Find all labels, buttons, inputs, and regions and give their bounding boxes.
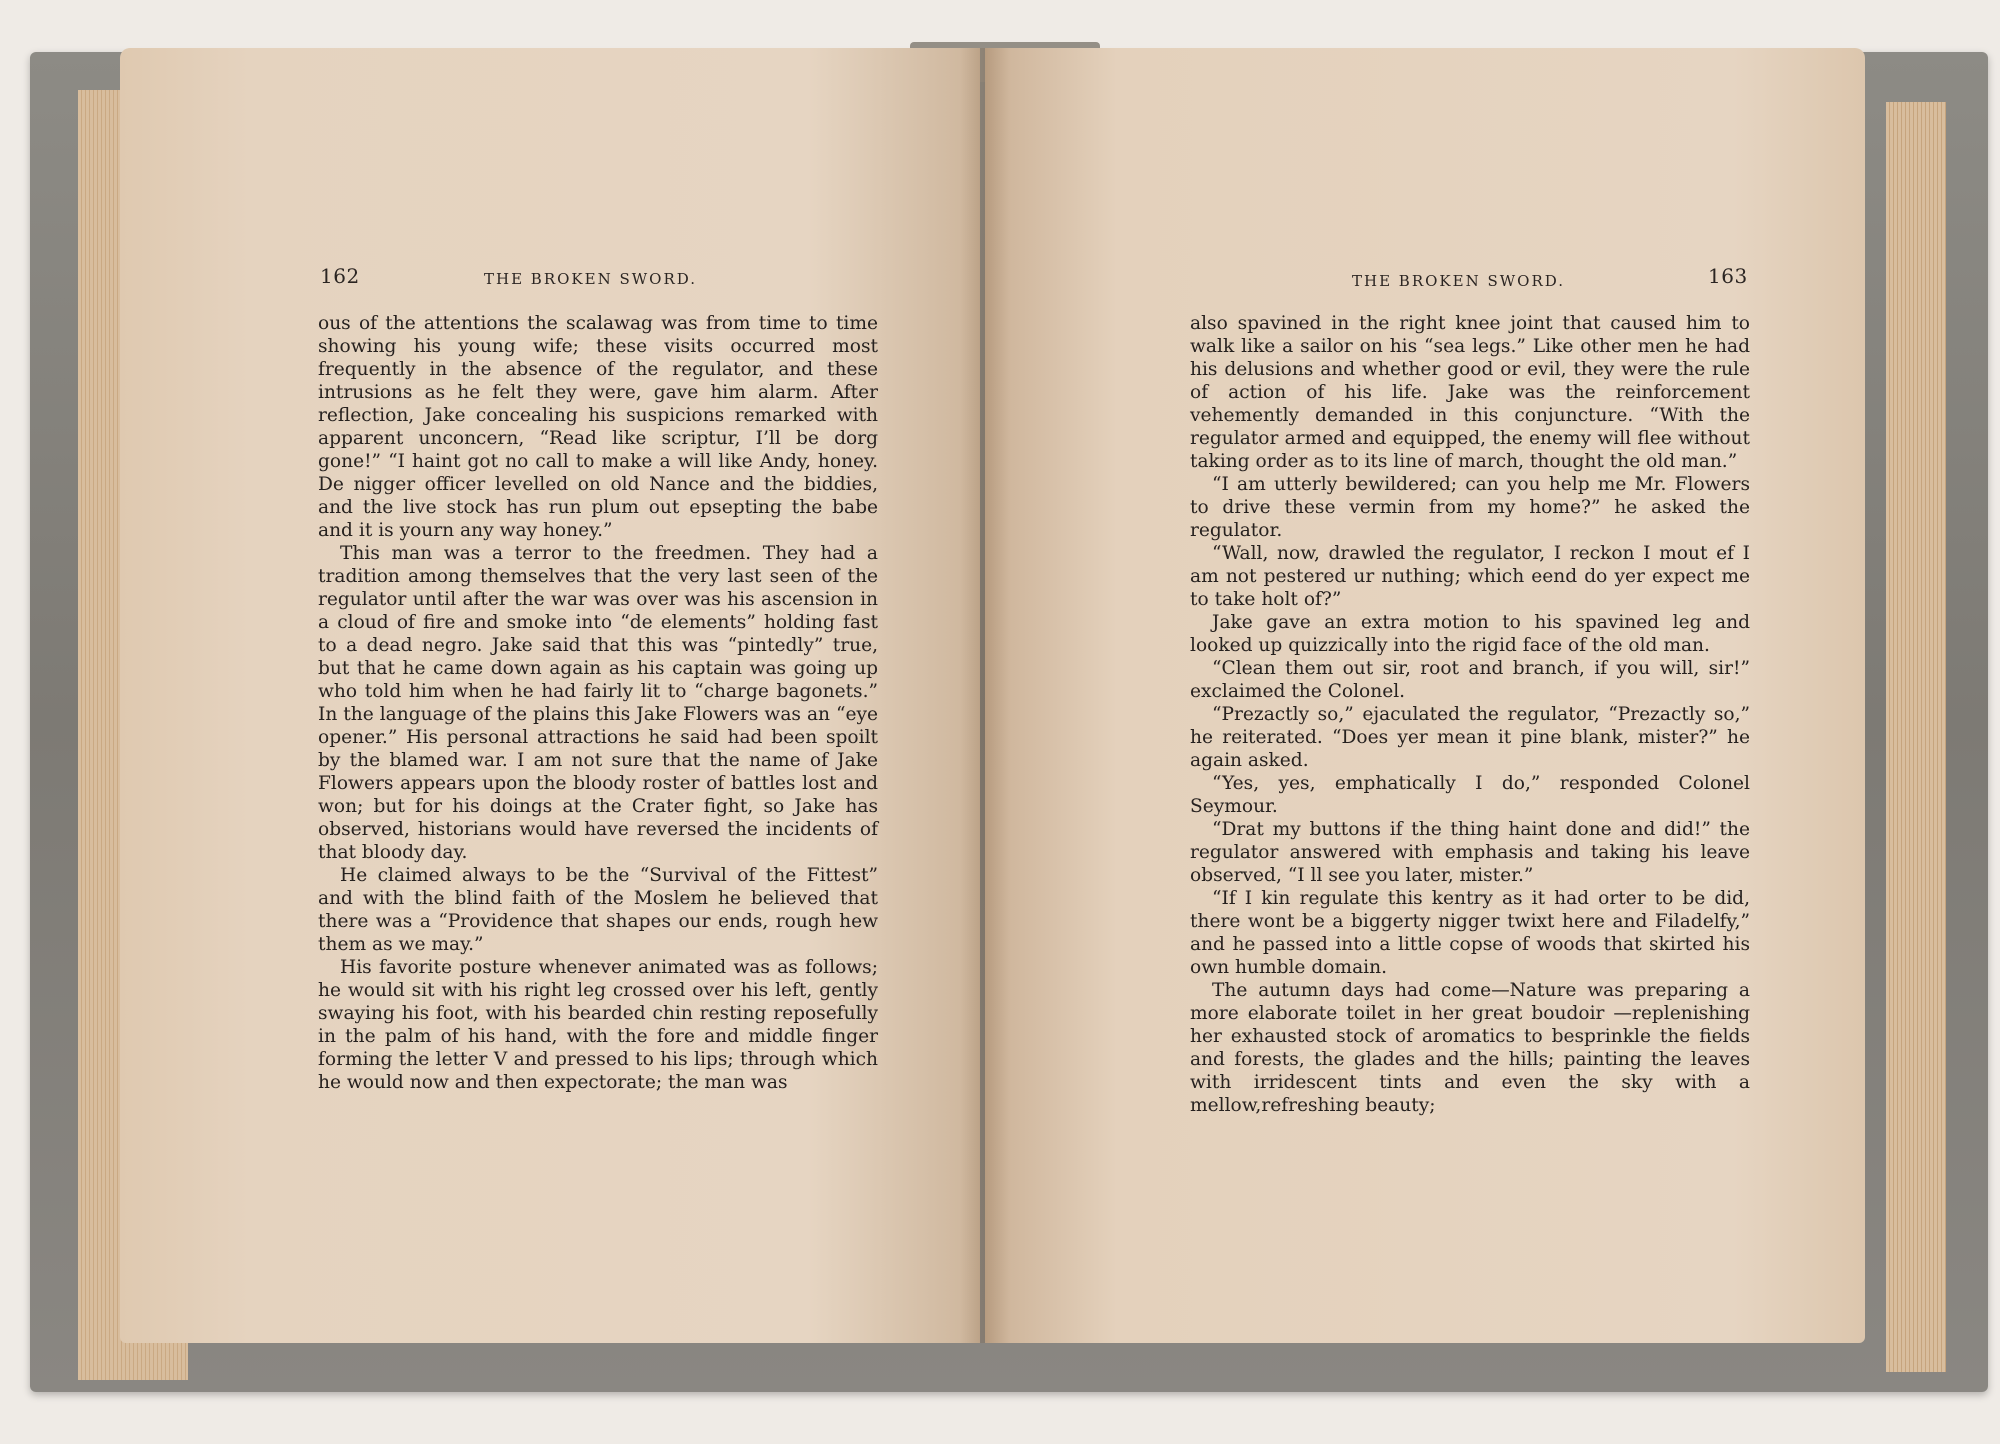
paragraph: Jake gave an extra motion to his spavined leg and looked up quizzically into the rigid face of the old man. xyxy=(1190,612,1750,656)
paragraph: This man was a terror to the freedmen. They had a tradition among themselves that the very last seen of the regulator until after the war was over was his ascension in a cloud of fire and smoke into “de elements” holding fast to a dead negro. Jake said that this was “pintedly” true, but that he came down again as his captain was going up who told him when he had fairly lit to “charge bagonets.” In the language of the plains this Jake Flowers was an “eye opener.” His personal attractions he said had been spoilt by the blamed war. I am not sure that the name of Jake Flowers appears upon the bloody roster of battles lost and won; but for his doings at the Crater fight, so Jake has observed, historians would have reversed the incidents of that bloody day. xyxy=(318,543,878,863)
paragraph: His favorite posture whenever animated was as follows; he would sit with his right leg crossed over his left, gently swaying his foot, with his bearded chin resting reposefully in the palm of his hand, with the fore and middle finger forming the letter V and pressed to his lips; through which he would now and then expectorate; the man was xyxy=(318,957,878,1093)
right-page-body xyxy=(1190,312,1750,1117)
paragraph: “Drat my buttons if the thing haint done and did!” the regulator answered with emphasis and taking his leave observed, “I ll see you later, mister.” xyxy=(1190,819,1750,886)
page-number: 162 xyxy=(320,264,360,288)
paragraph: “Clean them out sir, root and branch, if you will, sir!” exclaimed the Colonel. xyxy=(1190,658,1750,702)
paragraph: The autumn days had come—Nature was preparing a more elaborate toilet in her great boudoir —replenishing her exhausted stock of aromatics to besprinkle the fields and forests, the glades and the hills; painting the leaves with irridescent tints and even the sky with a mellow,refreshing beauty; xyxy=(1190,980,1750,1116)
book-gutter xyxy=(960,48,1010,1343)
running-title: THE BROKEN SWORD. xyxy=(1352,272,1566,290)
paragraph: “Wall, now, drawled the regulator, I reckon I mout ef I am not pestered ur nuthing; which eend do yer expect me to take holt of?” xyxy=(1190,543,1750,610)
page-edges-right xyxy=(1886,102,1946,1372)
paragraph: “I am utterly bewildered; can you help me Mr. Flowers to drive these vermin from my home?” he asked the regulator. xyxy=(1190,474,1750,541)
paragraph: also spavined in the right knee joint that caused him to walk like a sailor on his “sea legs.” Like other men he had his delusions and whether good or evil, they were the rule of action of his life. Jake was the reinforcement vehemently demanded in this conjuncture. “With the regulator armed and equipped, the enemy will flee without taking order as to its line of march, thought the old man.” xyxy=(1190,313,1750,472)
left-page-body xyxy=(318,312,878,1094)
paragraph: “Prezactly so,” ejaculated the regulator, “Prezactly so,” he reiterated. “Does yer mean it pine blank, mister?” he again asked. xyxy=(1190,704,1750,771)
paragraph: “Yes, yes, emphatically I do,” responded Colonel Seymour. xyxy=(1190,773,1750,817)
paragraph: “If I kin regulate this kentry as it had orter to be did, there wont be a biggerty nigger twixt here and Filadelfy,” and he passed into a little copse of woods that skirted his own humble domain. xyxy=(1190,888,1750,978)
running-title: THE BROKEN SWORD. xyxy=(484,270,698,288)
paragraph: He claimed always to be the “Survival of the Fittest” and with the blind faith of the Moslem he believed that there was a “Providence that shapes our ends, rough hew them as we may.” xyxy=(318,865,878,955)
page-number: 163 xyxy=(1708,264,1748,288)
paragraph: ous of the attentions the scalawag was from time to time showing his young wife; these visits occurred most frequently in the absence of the regulator, and these intrusions as he felt they were, gave him alarm. After reflection, Jake concealing his suspicions remarked with apparent unconcern, “Read like scriptur, I’ll be dorg gone!” “I haint got no call to make a will like Andy, honey. De nigger officer levelled on old Nance and the biddies, and the live stock has run plum out epsepting the babe and it is yourn any way honey.” xyxy=(318,313,878,541)
